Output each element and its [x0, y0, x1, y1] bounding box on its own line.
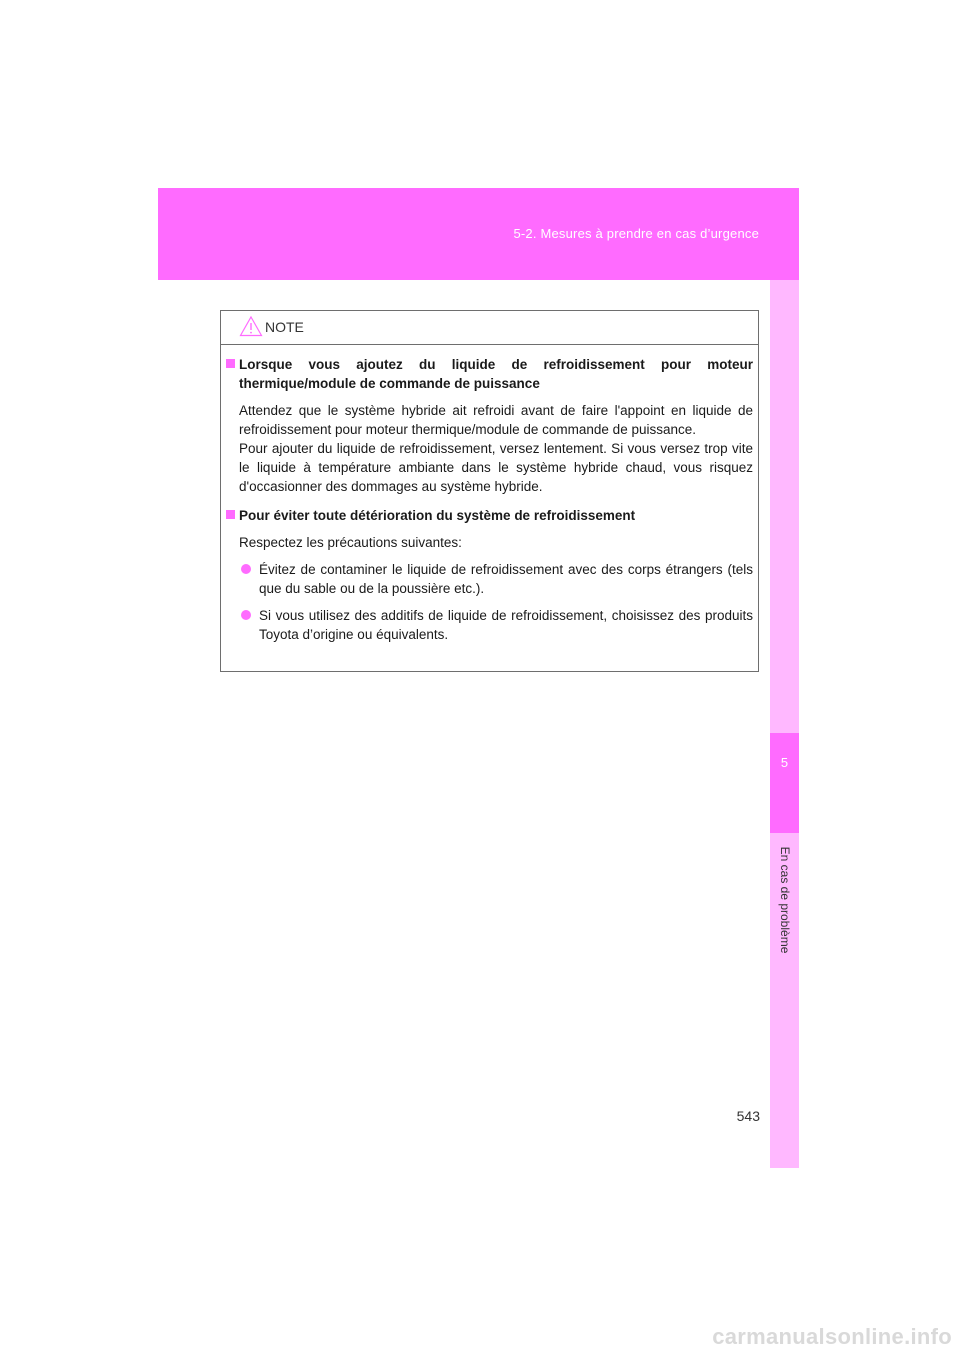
- list-item-text: Si vous utilisez des additifs de liquide de refroidissement, choisissez des produits Toyota d’origine ou équivalents.: [259, 608, 753, 642]
- warning-triangle-icon: [239, 315, 263, 337]
- chapter-label: En cas de problème: [778, 846, 792, 954]
- section-heading: [225, 506, 753, 525]
- side-tab-number-block: [770, 733, 799, 833]
- list-item-text: Évitez de contaminer le liquide de refroidissement avec des corps étrangers (tels que du sable ou de la poussière etc.).: [259, 562, 753, 596]
- side-tab: [770, 280, 799, 1168]
- square-bullet-icon: [226, 359, 235, 368]
- round-bullet-icon: [241, 564, 251, 574]
- note-header: [221, 311, 758, 345]
- section-heading-text: Lorsque vous ajoutez du liquide de refroidissement pour moteur thermique/module de commande de puissance: [239, 357, 753, 391]
- note-box: [220, 310, 759, 672]
- page-number: 543: [736, 1108, 760, 1124]
- list-item: [225, 606, 753, 644]
- section-heading: [225, 355, 753, 393]
- paragraph: Attendez que le système hybride ait refroidi avant de faire l'appoint en liquide de refroidissement pour moteur thermique/module de commande de puissance.: [239, 403, 753, 437]
- note-title: NOTE: [265, 319, 304, 335]
- chapter-number: 5: [780, 755, 789, 770]
- list-item: [225, 560, 753, 598]
- side-tab-label: [771, 845, 799, 955]
- square-bullet-icon: [226, 510, 235, 519]
- note-body: [221, 345, 758, 644]
- paragraph: Pour ajouter du liquide de refroidissement, versez lentement. Si vous versez trop vite le liquide à température ambiante dans le système hybride chaud, vous risquez d'occasionner des dommages au système hybride.: [239, 441, 753, 494]
- watermark: carmanualsonline.info: [712, 1324, 952, 1349]
- chapter-header: [158, 188, 799, 280]
- paragraph: Respectez les précautions suivantes:: [239, 535, 462, 550]
- section-heading-text: Pour éviter toute détérioration du système de refroidissement: [239, 508, 636, 523]
- round-bullet-icon: [241, 610, 251, 620]
- chapter-title: 5-2. Mesures à prendre en cas d’urgence: [513, 226, 759, 241]
